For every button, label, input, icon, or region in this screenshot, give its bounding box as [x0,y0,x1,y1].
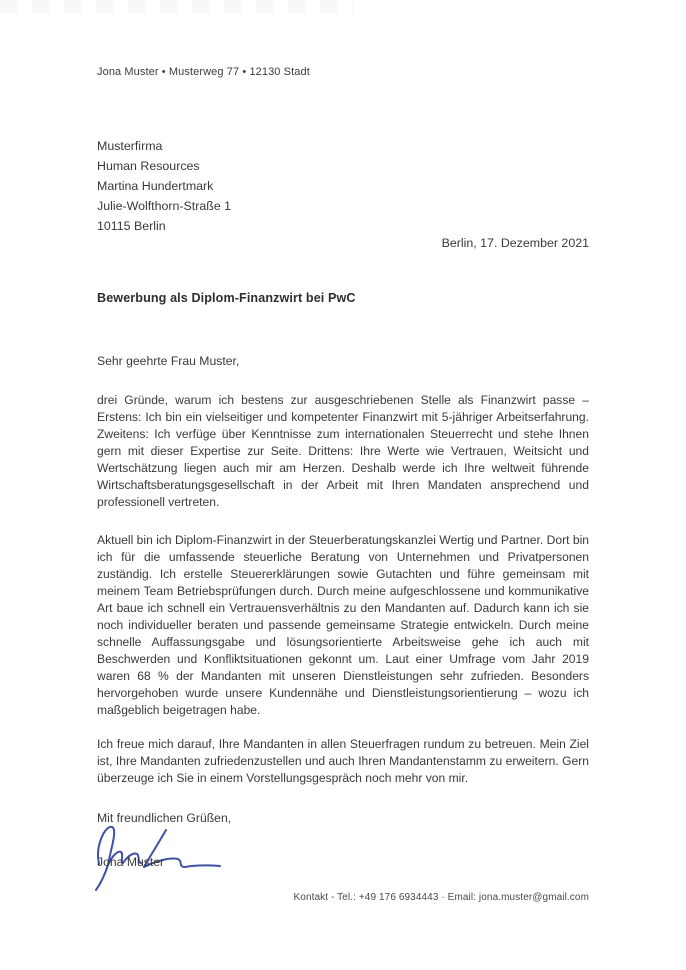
body-paragraph-3: Ich freue mich darauf, Ihre Mandanten in allen Steuerfragen rundum zu betreuen. Mein Ziel ist, Ihre Mandanten zufriedenzustellen und auch Ihren Mandantenstamm zu erweitern. Gern überzeuge ich Sie in einem Vorstellungsgespräch noch mehr von mir. [97,737,589,785]
recipient-city: 10115 Berlin [97,219,166,233]
subject-line: Bewerbung als Diplom-Finanzwirt bei PwC [97,291,356,305]
recipient-address-block [97,136,231,236]
footer-contact-line: Kontakt - Tel.: +49 176 6934443 · Email: jona.muster@gmail.com [293,892,589,903]
recipient-department: Human Resources [97,159,200,173]
body-paragraph-1: drei Gründe, warum ich bestens zur ausgeschriebenen Stelle als Finanzwirt passe – Erstens: Ich bin ein vielseitiger und kompetenter Finanzwirt mit 5-jähriger Arbeitserfahrung. Zweitens: Ich verfüge über Kenntnisse zum internationalen Steuerrecht und stehe Ihnen gern mit dieser Expertise zur Seite. Drittens: Ihre Werte wie Vertrauen, Weitsicht und Wertschätzung liegen auch mir am Herzen. Deshalb werde ich Ihre weltweit führende Wirtschaftsberatungsgesellschaft in der Arbeit mit Ihren Mandaten ansprechend und professionell vertreten. [97,393,589,509]
recipient-contact-person: Martina Hundertmark [97,179,214,193]
sender-address-line: Jona Muster • Musterweg 77 • 12130 Stadt [97,66,310,78]
recipient-company: Musterfirma [97,139,163,153]
closing-phrase: Mit freundlichen Grüßen, [97,811,232,825]
recipient-street: Julie-Wolfthorn-Straße 1 [97,199,232,213]
salutation: Sehr geehrte Frau Muster, [97,354,240,368]
sender-name: Jona Muster [97,855,165,869]
body-paragraph-2: Aktuell bin ich Diplom-Finanzwirt in der Steuerberatungskanzlei Wertig und Partner. Dort bin ich für die umfassende steuerliche Beratung von Unternehmen und Privatpersonen zuständig. Ich erstelle Steuererklärungen sowie Gutachten und führe gemeinsam mit meinem Team Betriebsprüfungen durch. Durch meine aufgeschlossene und kommunikative Art baue ich schnell ein Vertrauensverhältnis zu den Mandanten auf. Dadurch kann ich sie noch individueller beraten und passende gemeinsame Strategie entwickeln. Durch meine schnelle Auffassungsgabe und lösungsorientierte Arbeitsweise gehe ich auch mit Beschwerden und Konfliktsituationen gekonnt um. Laut einer Umfrage vom Jahr 2019 waren 68 % der Mandanten mit unseren Dienstleistungen sehr zufrieden. Besonders hervorgehoben wurde unsere Kundennähe und Dienstleistungsorientierung – wozu ich maßgeblich beigetragen habe. [97,533,589,717]
place-and-date: Berlin, 17. Dezember 2021 [441,236,589,250]
faded-header-artifact [0,0,353,13]
